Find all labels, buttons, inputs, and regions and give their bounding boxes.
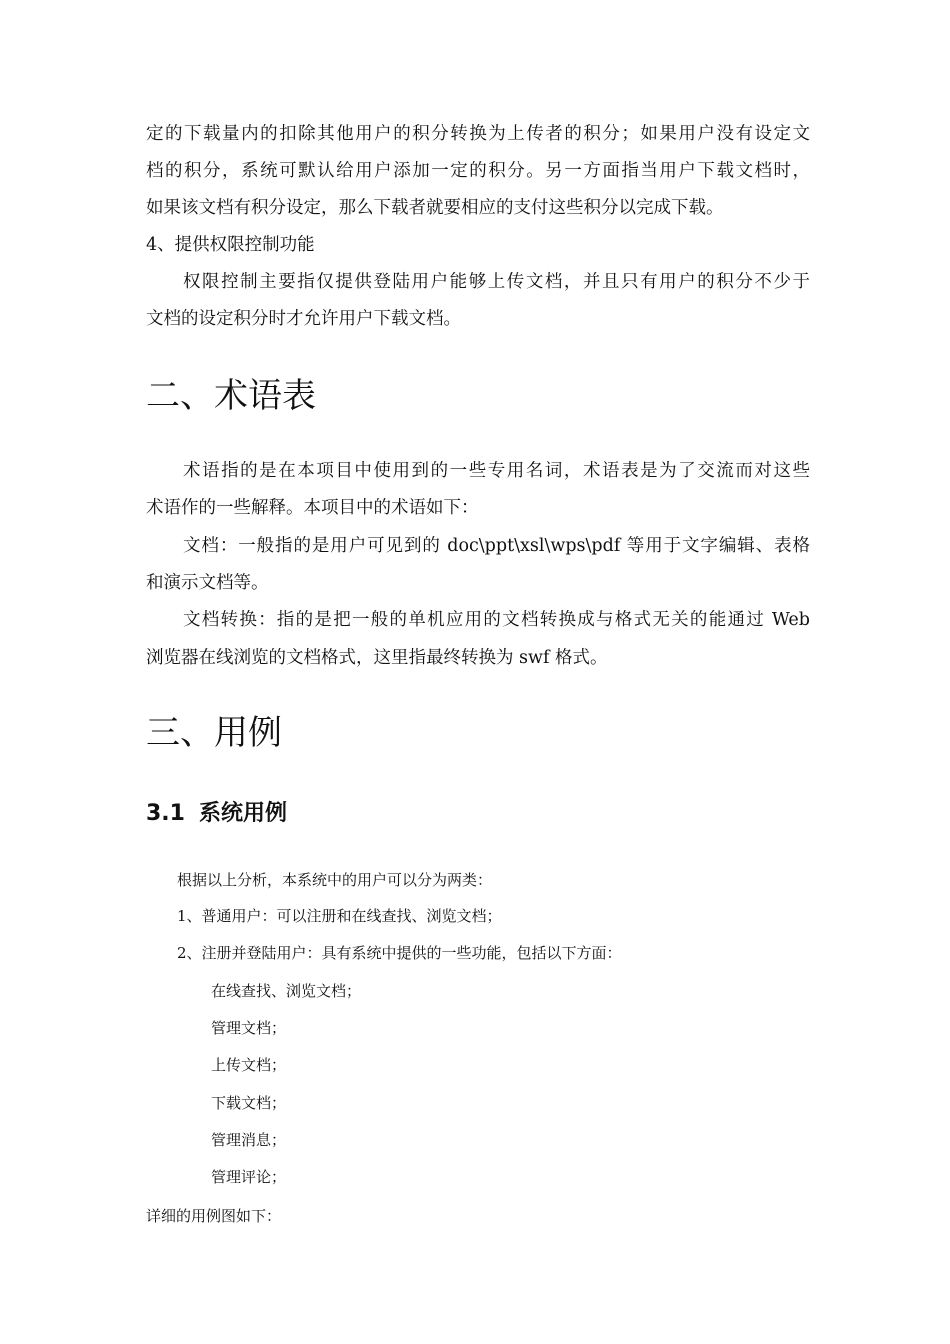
paragraph-line: 文档：一般指的是用户可见到的 doc\ppt\xsl\wps\pdf 等用于文字编辑、表格 xyxy=(183,536,810,556)
function-item: 在线查找、浏览文档； xyxy=(211,982,362,1000)
section-heading-glossary: 二、术语表 xyxy=(146,376,316,416)
function-item: 下载文档； xyxy=(211,1094,287,1112)
function-item: 上传文档； xyxy=(211,1056,287,1074)
paragraph-line: 权限控制主要指仅提供登陆用户能够上传文档，并且只有用户的积分不少于 xyxy=(183,272,810,292)
paragraph-line: 和演示文档等。 xyxy=(146,573,269,593)
function-item: 管理消息； xyxy=(211,1131,287,1149)
section-heading-use-cases: 三、用例 xyxy=(146,713,282,753)
paragraph-line: 文档的设定积分时才允许用户下载文档。 xyxy=(146,309,461,329)
paragraph-line: 档的积分，系统可默认给用户添加一定的积分。另一方面指当用户下载文档时， xyxy=(146,161,810,181)
paragraph-line: 浏览器在线浏览的文档格式，这里指最终转换为 swf 格式。 xyxy=(146,648,608,668)
function-item: 管理文档； xyxy=(211,1019,287,1037)
list-item: 2、注册并登陆用户：具有系统中提供的一些功能，包括以下方面： xyxy=(177,944,622,962)
function-item: 管理评论； xyxy=(211,1168,287,1186)
subsection-title: 系统用例 xyxy=(198,801,287,826)
subsection-heading xyxy=(146,800,287,828)
list-item: 1、普通用户：可以注册和在线查找、浏览文档； xyxy=(177,907,502,925)
paragraph-line: 如果该文档有积分设定，那么下载者就要相应的支付这些积分以完成下载。 xyxy=(146,198,724,218)
paragraph-line: 详细的用例图如下： xyxy=(146,1207,282,1225)
list-item-heading: 4、提供权限控制功能 xyxy=(146,235,315,255)
paragraph-line: 文档转换：指的是把一般的单机应用的文档转换成与格式无关的能通过 Web xyxy=(183,610,810,630)
paragraph-line: 定的下载量内的扣除其他用户的积分转换为上传者的积分；如果用户没有设定文 xyxy=(146,124,810,144)
paragraph-line: 根据以上分析，本系统中的用户可以分为两类： xyxy=(177,871,493,889)
paragraph-line: 术语指的是在本项目中使用到的一些专用名词，术语表是为了交流而对这些 xyxy=(183,461,810,481)
paragraph-line: 术语作的一些解释。本项目中的术语如下： xyxy=(146,498,479,518)
subsection-number: 3.1 xyxy=(146,801,185,826)
